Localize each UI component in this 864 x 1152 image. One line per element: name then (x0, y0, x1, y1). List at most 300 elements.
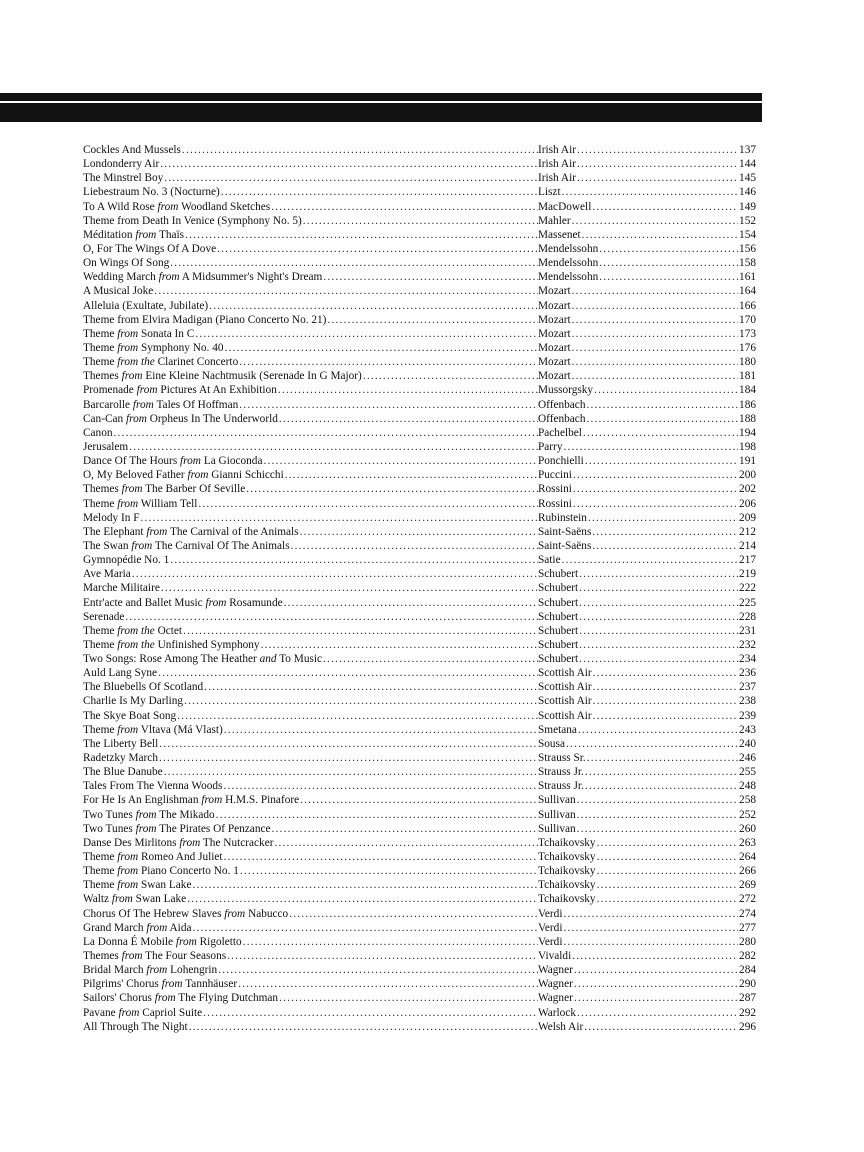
entry-from-word: from (131, 539, 153, 552)
entry-source-work: Rigoletto (199, 935, 242, 948)
entry-title: Theme (83, 356, 115, 369)
entry-title-column (83, 539, 538, 553)
entry-page-number: 184 (739, 384, 756, 397)
toc-entry (83, 185, 756, 199)
entry-page-number: 149 (739, 200, 756, 213)
header-rule-thick (0, 103, 762, 122)
entry-composer-column (538, 892, 756, 906)
entry-title-column (83, 313, 538, 327)
entry-source-work: Tannhäuser (185, 978, 238, 991)
dot-leader (593, 680, 738, 694)
entry-composer-column (538, 793, 756, 807)
entry-title-text (83, 723, 224, 737)
entry-composer: Saint-Saëns (538, 539, 592, 552)
toc-entry (83, 440, 756, 454)
entry-title-column (83, 567, 538, 581)
toc-entry (83, 808, 756, 822)
entry-title-column (83, 482, 538, 496)
dot-leader (577, 143, 738, 157)
entry-page-number: 154 (739, 228, 756, 241)
dot-leader (572, 313, 738, 327)
entry-page-number: 188 (739, 412, 756, 425)
entry-composer: Offenbach (538, 398, 586, 411)
toc-entry (83, 694, 756, 708)
entry-from-word: from (205, 596, 227, 609)
dot-leader (204, 680, 538, 694)
dot-leader (577, 793, 738, 807)
entry-from-word: from (132, 398, 154, 411)
toc-entry (83, 299, 756, 313)
dot-leader (592, 200, 738, 214)
entry-from-word: from (187, 469, 209, 482)
entry-title-text (83, 299, 209, 313)
entry-title-column (83, 624, 538, 638)
entry-composer-column (538, 270, 756, 284)
entry-title-column (83, 256, 538, 270)
entry-composer: MacDowell (538, 200, 592, 213)
dot-leader (279, 412, 538, 426)
entry-page-number: 206 (739, 497, 756, 510)
entry-composer: Sullivan (538, 794, 576, 807)
entry-title-column (83, 892, 538, 906)
entry-page-number: 264 (739, 851, 756, 864)
entry-source-work: To Music (279, 653, 323, 666)
entry-title-text (83, 143, 182, 157)
toc-entry (83, 652, 756, 666)
dot-leader (572, 214, 738, 228)
dot-leader (579, 624, 738, 638)
entry-title-column (83, 426, 538, 440)
entry-composer-column (538, 723, 756, 737)
entry-from-word: from (146, 964, 168, 977)
entry-composer-column (538, 284, 756, 298)
entry-title-column (83, 723, 538, 737)
entry-composer: Verdi (538, 935, 563, 948)
toc-entry (83, 907, 756, 921)
entry-from-word: from (135, 808, 157, 821)
entry-page-number: 217 (739, 554, 756, 567)
entry-title: Marche Militaire (83, 582, 160, 595)
entry-composer-column (538, 200, 756, 214)
dot-leader (114, 426, 539, 440)
entry-title-text (83, 836, 274, 850)
entry-title-column (83, 454, 538, 468)
entry-composer-column (538, 694, 756, 708)
entry-title: Themes (83, 483, 119, 496)
dot-leader (592, 539, 738, 553)
entry-composer-column (538, 228, 756, 242)
entry-from-word: from (117, 879, 139, 892)
entry-from-word: from (121, 483, 143, 496)
dot-leader (217, 242, 538, 256)
entry-composer: Schubert (538, 638, 579, 651)
entry-composer: Schubert (538, 582, 579, 595)
entry-title: A Musical Joke (83, 285, 154, 298)
entry-source-work: Woodland Sketches (181, 200, 271, 213)
toc-entry (83, 383, 756, 397)
entry-title-text (83, 666, 158, 680)
entry-title-text (83, 327, 195, 341)
entry-title-text (83, 270, 323, 284)
dot-leader (192, 921, 538, 935)
entry-source-work: Sonata In C (140, 327, 195, 340)
entry-composer-column (538, 525, 756, 539)
entry-from-word: from (118, 1006, 140, 1019)
entry-title: Theme (83, 879, 115, 892)
entry-title-column (83, 228, 538, 242)
entry-composer-column (538, 482, 756, 496)
entry-composer: Strauss Jr. (538, 780, 584, 793)
entry-source-work: The Barber Of Seville (145, 483, 246, 496)
entry-from-word: from (158, 271, 180, 284)
entry-composer-column (538, 256, 756, 270)
entry-page-number: 258 (739, 794, 756, 807)
entry-composer: Strauss Jr. (538, 766, 584, 779)
entry-title-column (83, 864, 538, 878)
entry-title-column (83, 991, 538, 1005)
entry-title-column (83, 553, 538, 567)
entry-from-word: from (179, 836, 201, 849)
toc-entry (83, 836, 756, 850)
entry-composer-column (538, 185, 756, 199)
dot-leader (303, 214, 538, 228)
dot-leader (154, 284, 538, 298)
entry-title: The Bluebells Of Scotland (83, 681, 204, 694)
entry-source-work: Capriol Suite (142, 1006, 203, 1019)
entry-page-number: 222 (739, 582, 756, 595)
entry-title: Melody In F (83, 511, 140, 524)
dot-leader (177, 709, 538, 723)
toc-entry (83, 977, 756, 991)
entry-from-word: from (135, 228, 157, 241)
toc-entry (83, 567, 756, 581)
dot-leader (572, 369, 738, 383)
entry-composer: Mendelssohn (538, 271, 599, 284)
entry-title-text (83, 652, 323, 666)
toc-entry (83, 737, 756, 751)
entry-source-work: The Four Seasons (145, 950, 227, 963)
toc-entry (83, 327, 756, 341)
dot-leader (592, 525, 738, 539)
entry-composer-column (538, 214, 756, 228)
table-of-contents (83, 143, 756, 1034)
entry-page-number: 240 (739, 737, 756, 750)
entry-page-number: 246 (739, 752, 756, 765)
entry-composer-column (538, 412, 756, 426)
entry-source-work: Lohengrin (170, 964, 218, 977)
dot-leader (593, 694, 738, 708)
dot-leader (573, 468, 738, 482)
entry-title-text (83, 214, 303, 228)
entry-composer: Massenet (538, 228, 581, 241)
dot-leader (132, 567, 538, 581)
toc-entry (83, 355, 756, 369)
dot-leader (323, 652, 538, 666)
entry-page-number: 145 (739, 172, 756, 185)
entry-composer: Wagner (538, 964, 573, 977)
toc-entry (83, 765, 756, 779)
entry-page-number: 152 (739, 214, 756, 227)
entry-composer-column (538, 921, 756, 935)
entry-title: The Blue Danube (83, 766, 163, 779)
entry-composer: Vivaldi (538, 950, 572, 963)
entry-composer: Tchaikovsky (538, 836, 596, 849)
entry-page-number: 243 (739, 723, 756, 736)
dot-leader (261, 638, 538, 652)
entry-page-number: 231 (739, 624, 756, 637)
entry-title: On Wings Of Song (83, 257, 170, 270)
entry-title: Two Tunes (83, 808, 133, 821)
entry-page-number: 290 (739, 978, 756, 991)
entry-composer: Smetana (538, 723, 577, 736)
entry-composer-column (538, 878, 756, 892)
entry-title-column (83, 737, 538, 751)
entry-title: Pavane (83, 1006, 116, 1019)
entry-composer: Mozart (538, 370, 571, 383)
entry-title: Grand March (83, 921, 144, 934)
entry-page-number: 266 (739, 865, 756, 878)
toc-entry (83, 511, 756, 525)
entry-title: Wedding March (83, 271, 156, 284)
entry-title-text (83, 369, 363, 383)
entry-title-text (83, 850, 224, 864)
entry-source-work: William Tell (140, 497, 198, 510)
dot-leader (239, 398, 538, 412)
entry-page-number: 272 (739, 893, 756, 906)
entry-title-text (83, 991, 279, 1005)
toc-entry (83, 497, 756, 511)
entry-title: Pilgrims' Chorus (83, 978, 159, 991)
entry-page-number: 269 (739, 879, 756, 892)
dot-leader (141, 511, 539, 525)
entry-from-word: from (224, 907, 246, 920)
entry-from-word: from (126, 412, 147, 425)
dot-leader (291, 539, 538, 553)
entry-title-column (83, 1006, 538, 1020)
toc-entry (83, 143, 756, 157)
dot-leader (579, 581, 738, 595)
dot-leader (574, 963, 738, 977)
toc-entry (83, 892, 756, 906)
entry-title: Waltz (83, 893, 110, 906)
toc-entry (83, 1006, 756, 1020)
dot-leader (585, 765, 738, 779)
entry-composer: Wagner (538, 978, 573, 991)
entry-page-number: 277 (739, 921, 756, 934)
entry-composer: Warlock (538, 1006, 576, 1019)
entry-page-number: 239 (739, 709, 756, 722)
entry-from-word: from (136, 384, 158, 397)
entry-source-work: The Pirates Of Penzance (159, 822, 271, 835)
entry-composer-column (538, 709, 756, 723)
dot-leader (198, 497, 538, 511)
entry-page-number: 158 (739, 257, 756, 270)
entry-title-text (83, 497, 198, 511)
toc-entry (83, 991, 756, 1005)
dot-leader (164, 171, 538, 185)
entry-title: Danse Des Mirlitons (83, 836, 177, 849)
toc-entry (83, 822, 756, 836)
dot-leader (263, 454, 538, 468)
entry-page-number: 263 (739, 836, 756, 849)
entry-title-text (83, 440, 129, 454)
entry-source-work: Rosamunde (229, 596, 283, 609)
toc-entry (83, 398, 756, 412)
entry-title-text (83, 864, 240, 878)
entry-title: Promenade (83, 384, 134, 397)
entry-title-text (83, 765, 164, 779)
entry-source-work: Piano Concerto No. 1 (140, 865, 239, 878)
toc-entry (83, 369, 756, 383)
entry-composer: Verdi (538, 921, 563, 934)
entry-title-text (83, 383, 278, 397)
dot-leader (271, 200, 538, 214)
entry-title-column (83, 327, 538, 341)
dot-leader (246, 482, 538, 496)
entry-page-number: 200 (739, 469, 756, 482)
entry-title-text (83, 284, 154, 298)
dot-leader (586, 398, 738, 412)
entry-title-column (83, 185, 538, 199)
entry-title-column (83, 355, 538, 369)
dot-leader (274, 836, 538, 850)
entry-source-work: The Carnival of the Animals (169, 525, 299, 538)
entry-title: Theme (83, 865, 115, 878)
dot-leader (563, 921, 738, 935)
entry-composer: Strauss Sr. (538, 752, 586, 765)
entry-composer-column (538, 242, 756, 256)
entry-title: Entr'acte and Ballet Music (83, 596, 203, 609)
entry-title-text (83, 581, 161, 595)
entry-title-column (83, 709, 538, 723)
entry-page-number: 137 (739, 144, 756, 156)
entry-page-number: 164 (739, 285, 756, 298)
entry-composer-column (538, 977, 756, 991)
entry-title-text (83, 977, 238, 991)
dot-leader (578, 723, 738, 737)
entry-page-number: 280 (739, 935, 756, 948)
entry-title-column (83, 666, 538, 680)
entry-page-number: 225 (739, 596, 756, 609)
header-rule-thin (0, 93, 762, 101)
toc-entry (83, 596, 756, 610)
entry-title-text (83, 157, 160, 171)
entry-page-number: 146 (739, 186, 756, 199)
entry-page-number: 282 (739, 950, 756, 963)
dot-leader (579, 610, 738, 624)
dot-leader (572, 284, 738, 298)
entry-composer: Wagner (538, 992, 573, 1005)
entry-page-number: 284 (739, 964, 756, 977)
dot-leader (209, 299, 538, 313)
entry-title-text (83, 341, 225, 355)
entry-title-text (83, 949, 227, 963)
entry-title-text (83, 511, 141, 525)
dot-leader (597, 892, 738, 906)
entry-page-number: 176 (739, 341, 756, 354)
entry-page-number: 234 (739, 653, 756, 666)
entry-from-word: from (157, 200, 179, 213)
entry-from-word: from (161, 978, 183, 991)
dot-leader (323, 270, 538, 284)
dot-leader (588, 511, 738, 525)
entry-title: Two Songs: Rose Among The Heather (83, 653, 257, 666)
entry-title: Themes (83, 950, 119, 963)
entry-page-number: 228 (739, 610, 756, 623)
dot-leader (597, 878, 738, 892)
dot-leader (223, 779, 538, 793)
entry-composer: Welsh Air (538, 1020, 584, 1033)
entry-composer-column (538, 157, 756, 171)
toc-entry (83, 242, 756, 256)
entry-composer-column (538, 581, 756, 595)
entry-composer-column (538, 638, 756, 652)
dot-leader (577, 171, 738, 185)
entry-composer: Tchaikovsky (538, 851, 596, 864)
entry-title-text (83, 624, 183, 638)
entry-page-number: 191 (739, 455, 756, 468)
entry-composer-column (538, 836, 756, 850)
entry-title-column (83, 935, 538, 949)
entry-page-number: 186 (739, 398, 756, 411)
entry-title-column (83, 680, 538, 694)
toc-entry (83, 454, 756, 468)
dot-leader (158, 666, 538, 680)
entry-title: Londonderry Air (83, 158, 160, 171)
toc-entry (83, 1020, 756, 1034)
toc-entry (83, 200, 756, 214)
entry-from-word: from (117, 851, 139, 864)
dot-leader (572, 327, 738, 341)
dot-leader (593, 709, 738, 723)
entry-title: Bridal March (83, 964, 144, 977)
dot-leader (574, 991, 738, 1005)
dot-leader (586, 412, 738, 426)
entry-title: Barcarolle (83, 398, 131, 411)
entry-composer-column (538, 666, 756, 680)
entry-title: Dance Of The Hours (83, 455, 178, 468)
entry-composer-column (538, 907, 756, 921)
entry-composer: Mussorgsky (538, 384, 594, 397)
dot-leader (563, 907, 738, 921)
toc-entry (83, 468, 756, 482)
dot-leader (562, 185, 738, 199)
entry-title-text (83, 539, 291, 553)
dot-leader (573, 497, 738, 511)
entry-composer-column (538, 652, 756, 666)
entry-composer-column (538, 383, 756, 397)
entry-from-word: from the (117, 638, 155, 651)
entry-title-text (83, 398, 239, 412)
entry-title-text (83, 454, 263, 468)
dot-leader (563, 935, 738, 949)
dot-leader (363, 369, 538, 383)
entry-page-number: 236 (739, 667, 756, 680)
entry-from-word: from (117, 497, 139, 510)
toc-entry (83, 228, 756, 242)
entry-composer-column (538, 991, 756, 1005)
entry-title-text (83, 921, 192, 935)
entry-composer: Mendelssohn (538, 257, 599, 270)
dot-leader (279, 991, 538, 1005)
dot-leader (594, 383, 738, 397)
entry-title-text (83, 808, 216, 822)
entry-from-word: from (180, 455, 201, 468)
entry-from-word: from (146, 921, 168, 934)
entry-from-word: from the (117, 624, 155, 637)
dot-leader (572, 949, 738, 963)
entry-title: Theme (83, 327, 115, 340)
